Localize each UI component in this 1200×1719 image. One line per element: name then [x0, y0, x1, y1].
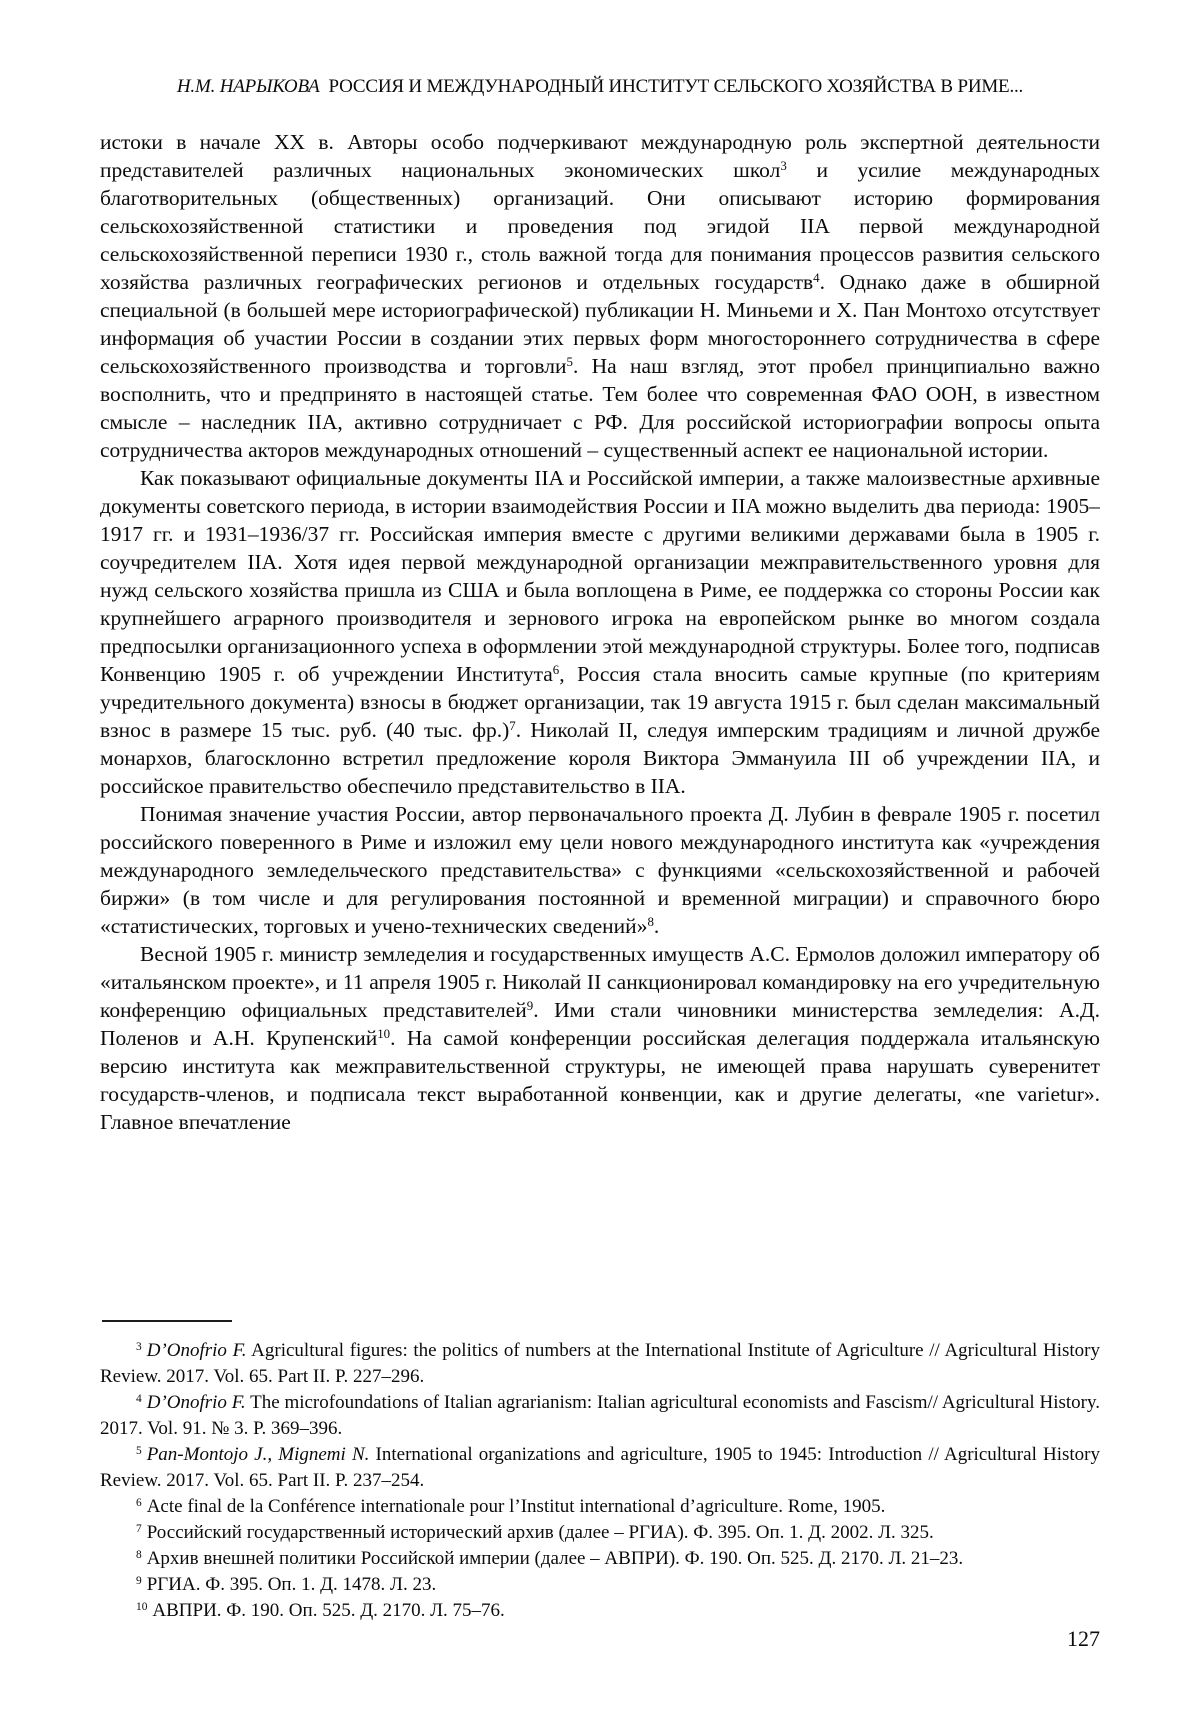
running-header [100, 76, 1100, 98]
footnote-text: Pan-Montojo J., Mignemi N. International organizations and agriculture, 1905 to 1945: Introduction // Agricultural History Review. 2017. Vol. 65. Part II. P. 237–254. [100, 1444, 1101, 1491]
footnote-number: 6 [136, 1496, 142, 1509]
footnote-number: 10 [136, 1600, 148, 1613]
footnote-text: Архив внешней политики Российской империи (далее – АВПРИ). Ф. 190. Оп. 525. Д. 2170. Л. 21–23. [146, 1548, 964, 1569]
footnotes-list [100, 1338, 1100, 1624]
footnote-5 [100, 1442, 1100, 1494]
footnote-10 [100, 1598, 1100, 1624]
footnotes-section [100, 1320, 1100, 1624]
body-paragraph-3: Понимая значение участия России, автор первоначального проекта Д. Лубин в феврале 1905 г. посетил российского поверенного в Риме и изложил ему цели нового международного института как «учреждения международного земледельческого представительства» с функциями «сельскохозяйственной и рабочей биржи» (в том числе и для регулирования постоянной и временной миграции) и справочного бюро «статистических, торговых и учено-технических сведений»$^8$. [100, 802, 1100, 938]
article-body [100, 128, 1100, 1136]
footnote-text: D’Onofrio F. The microfoundations of Italian agrarianism: Italian agricultural economists and Fascism// Agricultural History. 2017. Vol. 91. № 3. P. 369–396. [100, 1392, 1100, 1439]
footnote-text: D’Onofrio F. Agricultural figures: the politics of numbers at the International Institute of Agriculture // Agricultural History Review. 2017. Vol. 65. Part II. P. 227–296. [100, 1340, 1100, 1387]
footnote-6 [100, 1494, 1100, 1520]
body-paragraph-1: истоки в начале XX в. Авторы особо подчеркивают международную роль экспертной деятельности представителей различных национальных экономических школ$^3$ и усилие международных благотворительных (общественных) организаций. Они описывают историю формирования сельскохозяйственной статистики и проведения под эгидой IIA первой международной сельскохозяйственной переписи 1930 г., столь важной тогда для понимания процессов развития сельского хозяйства различных географических регионов и отдельных государств$^4$. Однако даже в обширной специальной (в большей мере историографической) публикации Н. Миньеми и Х. Пан Монтохо отсутствует информация об участии России в создании этих первых форм многостороннего сотрудничества в сфере сельскохозяйственного производства и торговли$^5$. На наш взгляд, этот пробел принципиально важно восполнить, что и предпринято в настоящей статье. Тем более что современная ФАО ООН, в известном смысле – наследник IIA, активно сотрудничает с РФ. Для российской историографии вопросы опыта сотрудничества акторов международных отношений – существенный аспект ее национальной истории. [100, 130, 1100, 462]
footnote-text: Российский государственный исторический архив (далее – РГИА). Ф. 395. Оп. 1. Д. 2002. Л. 325. [146, 1522, 934, 1543]
page-number: 127 [1067, 1626, 1100, 1651]
footnote-3 [100, 1338, 1100, 1390]
footnote-text: Acte final de la Conférence internationale pour l’Institut international d’agriculture. Rome, 1905. [146, 1496, 886, 1517]
footnote-number: 5 [136, 1444, 142, 1457]
footnote-8 [100, 1546, 1100, 1572]
footnote-number: 7 [136, 1522, 142, 1535]
footnote-text: РГИА. Ф. 395. Оп. 1. Д. 1478. Л. 23. [146, 1574, 437, 1595]
header-title: РОССИЯ И МЕЖДУНАРОДНЫЙ ИНСТИТУТ СЕЛЬСКОГО ХОЗЯЙСТВА В РИМЕ... [328, 76, 1024, 97]
footnote-number: 8 [136, 1548, 142, 1561]
footnote-9 [100, 1572, 1100, 1598]
footnote-4 [100, 1390, 1100, 1442]
body-paragraph-2: Как показывают официальные документы IIA и Российской империи, а также малоизвестные архивные документы советского периода, в истории взаимодействия России и IIA можно выделить два периода: 1905–1917 гг. и 1931–1936/37 гг. Российская империя вместе с другими великими державами была в 1905 г. соучредителем IIA. Хотя идея первой международной организации межправительственного уровня для нужд сельского хозяйства пришла из США и была воплощена в Риме, ее поддержка со стороны России как крупнейшего аграрного производителя и зернового игрока на европейском рынке во многом создала предпосылки организационного успеха в оформлении этой международной структуры. Более того, подписав Конвенцию 1905 г. об учреждении Института$^6$, Россия стала вносить самые крупные (по критериям учредительного документа) взносы в бюджет организации, так 19 августа 1915 г. был сделан максимальный взнос в размере 15 тыс. руб. (40 тыс. фр.)$^7$. Николай II, следуя имперским традициям и личной дружбе монархов, благосклонно встретил предложение короля Виктора Эммануила III об учреждении IIA, и российское правительство обеспечило представительство в IIA. [100, 466, 1100, 798]
footnote-text: АВПРИ. Ф. 190. Оп. 525. Д. 2170. Л. 75–76. [152, 1600, 505, 1621]
footnote-divider [102, 1320, 232, 1322]
footnote-number: 3 [136, 1340, 142, 1353]
footnote-number: 4 [136, 1392, 142, 1405]
footnote-number: 9 [136, 1574, 142, 1587]
header-author: Н.М. НАРЫКОВА [176, 76, 320, 97]
body-paragraph-4: Весной 1905 г. министр земледелия и государственных имуществ А.С. Ермолов доложил императору об «итальянском проекте», и 11 апреля 1905 г. Николай II санкционировал командировку на его учредительную конференцию официальных представителей$^9$. Ими стали чиновники министерства земледелия: А.Д. Поленов и А.Н. Крупенский$^{10}$. На самой конференции российская делегация поддержала итальянскую версию института как межправительственной структуры, не имеющей права нарушать суверенитет государств-членов, и подписала текст выработанной конвенции, как и другие делегаты, «ne varietur». Главное впечатление [100, 942, 1100, 1134]
footnote-7 [100, 1520, 1100, 1546]
